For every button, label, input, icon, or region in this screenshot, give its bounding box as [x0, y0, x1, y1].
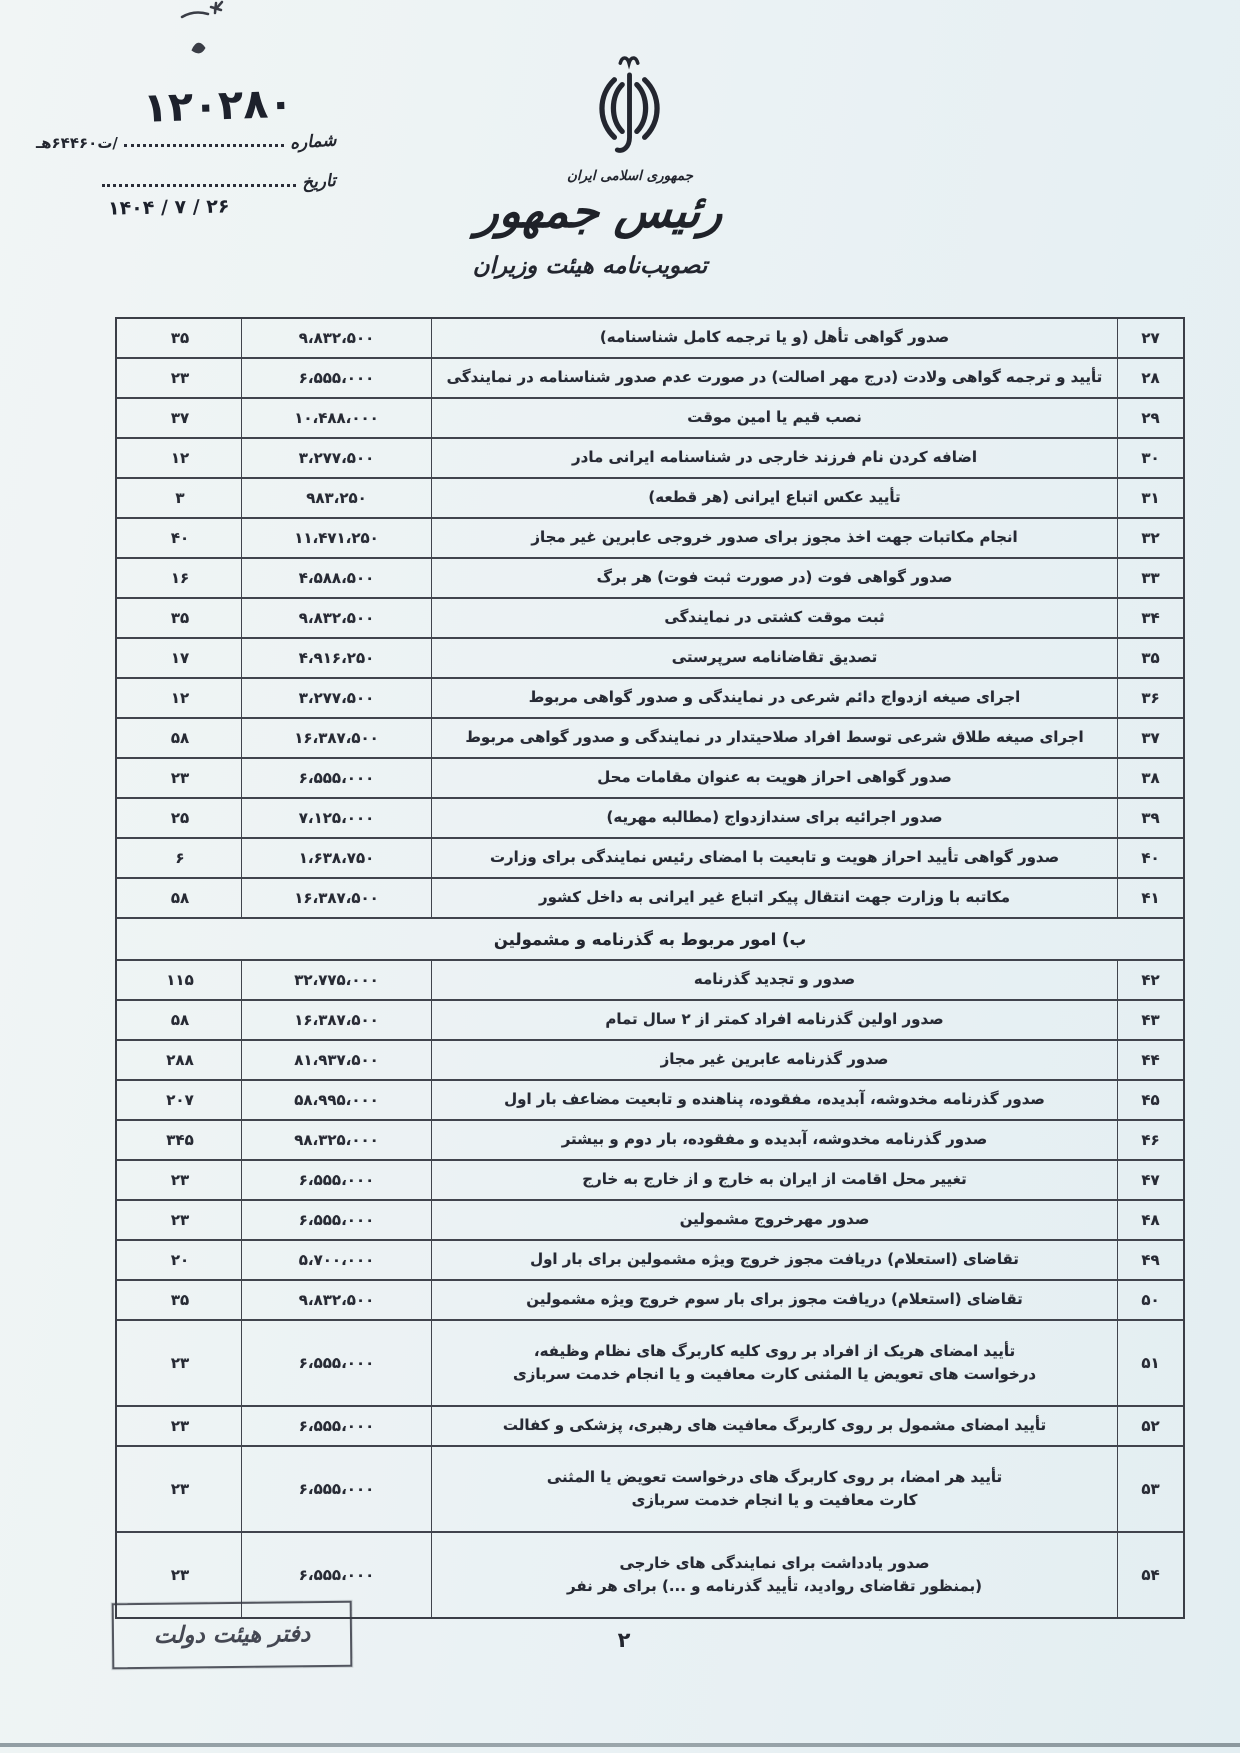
service-description-cell: تأیید امضای مشمول بر روی کاربرگ معافیت های رهبری، پزشکی و کفالت: [431, 1407, 1117, 1445]
amount-cell: ۱،۶۳۸،۷۵۰: [241, 839, 431, 877]
service-description-cell: انجام مکاتبات جهت اخذ مجوز برای صدور خروجی عابرین غیر مجاز: [431, 519, 1117, 557]
row-number-cell: ۴۵: [1117, 1081, 1183, 1119]
service-description-cell: صدور گواهی احراز هویت به عنوان مقامات محل: [431, 759, 1117, 797]
count-cell: ۵۸: [170, 729, 190, 747]
row-number-cell: ۲۸: [1117, 359, 1183, 397]
count-cell: ۲۰: [170, 1251, 190, 1269]
table-row: [117, 479, 1183, 519]
amount-cell: ۱۱،۴۷۱،۲۵۰: [241, 519, 431, 557]
count-cell: ۲۳: [170, 1566, 190, 1584]
amount-cell: ۷،۱۲۵،۰۰۰: [241, 799, 431, 837]
row-number-cell: ۴۳: [1117, 1001, 1183, 1039]
row-number-cell: ۵۴: [1117, 1533, 1183, 1617]
row-number-cell: ۳۹: [1117, 799, 1183, 837]
date-label: تاریخ: [301, 170, 337, 194]
service-description-cell: تأیید عکس اتباع ایرانی (هر قطعه): [431, 479, 1117, 517]
service-description-cell: صدور گذرنامه مخدوشه، آبدیده و مفقوده، بار دوم و بیشتر: [431, 1121, 1117, 1159]
service-description-cell: صدور گواهی تأیید احراز هویت و تابعیت با امضای رئیس نمایندگی برای وزارت: [431, 839, 1117, 877]
amount-cell: ۹،۸۳۲،۵۰۰: [241, 319, 431, 357]
row-number-cell: ۵۰: [1117, 1281, 1183, 1319]
amount-cell: ۶،۵۵۵،۰۰۰: [241, 1407, 431, 1445]
amount-cell: ۹۸،۳۲۵،۰۰۰: [241, 1121, 431, 1159]
count-cell: ۱۲: [170, 449, 190, 467]
service-description-cell: صدور گذرنامه مخدوشه، آبدیده، مفقوده، پناهنده و تابعیت مضاعف بار اول: [431, 1081, 1117, 1119]
service-description-cell: تصدیق تقاضانامه سرپرستی: [431, 639, 1117, 677]
table-row: [117, 1241, 1183, 1281]
reference-number-line: [36, 132, 336, 152]
table-row: [117, 679, 1183, 719]
description-line: صدور یادداشت برای نمایندگی های خارجی: [619, 1553, 930, 1572]
reference-date-line: [96, 172, 336, 192]
service-description-cell: اجرای صیغه ازدواج دائم شرعی در نمایندگی و صدور گواهی مربوط: [431, 679, 1117, 717]
row-number-cell: ۴۲: [1117, 961, 1183, 999]
count-cell: ۲۳: [170, 369, 190, 387]
table-row: [117, 961, 1183, 1001]
count-cell: ۲۰۷: [166, 1091, 194, 1109]
amount-cell: ۹۸۳،۲۵۰: [241, 479, 431, 517]
amount-cell: ۸۱،۹۳۷،۵۰۰: [241, 1041, 431, 1079]
amount-cell: ۶،۵۵۵،۰۰۰: [241, 1161, 431, 1199]
table-row: [117, 799, 1183, 839]
row-number-cell: ۲۹: [1117, 399, 1183, 437]
table-row: [117, 759, 1183, 799]
number-label: شماره: [288, 130, 337, 154]
count-cell: ۱۱۵: [166, 971, 194, 989]
amount-cell: ۳۲،۷۷۵،۰۰۰: [241, 961, 431, 999]
row-number-cell: ۲۷: [1117, 319, 1183, 357]
fee-table: [115, 317, 1185, 1619]
table-row: [117, 719, 1183, 759]
amount-cell: ۴،۹۱۶،۲۵۰: [241, 639, 431, 677]
row-number-cell: ۳۶: [1117, 679, 1183, 717]
service-description-cell: صدور گواهی تأهل (و یا ترجمه کامل شناسنامه): [431, 319, 1117, 357]
service-description-cell: ثبت موقت کشتی در نمایندگی: [431, 599, 1117, 637]
row-number-cell: ۳۱: [1117, 479, 1183, 517]
description-line: درخواست های تعویض یا المثنی کارت معافیت و یا انجام خدمت سربازی: [512, 1365, 1037, 1383]
row-number-cell: ۴۹: [1117, 1241, 1183, 1279]
amount-cell: ۶،۵۵۵،۰۰۰: [241, 1321, 431, 1405]
row-number-cell: ۴۰: [1117, 839, 1183, 877]
country-title: جمهوری اسلامی ایران: [566, 168, 694, 184]
scan-bottom-edge: [0, 1743, 1240, 1747]
cabinet-office-stamp: دفتر هیئت دولت: [112, 1601, 353, 1670]
amount-cell: ۶،۵۵۵،۰۰۰: [241, 759, 431, 797]
count-cell: ۲۳: [170, 1417, 190, 1435]
row-number-cell: ۴۴: [1117, 1041, 1183, 1079]
row-number-cell: ۴۶: [1117, 1121, 1183, 1159]
table-row: [117, 1041, 1183, 1081]
amount-cell: ۴،۵۸۸،۵۰۰: [241, 559, 431, 597]
service-description-cell: [431, 1533, 1117, 1617]
handwritten-reference-number: ۱۲۰۲۸۰: [142, 78, 294, 132]
amount-cell: ۱۶،۳۸۷،۵۰۰: [241, 1001, 431, 1039]
amount-cell: ۶،۵۵۵،۰۰۰: [241, 1447, 431, 1531]
description-line: تأیید هر امضا، بر روی کاربرگ های درخواست تعویض یا المثنی: [546, 1467, 1003, 1486]
table-row: [117, 319, 1183, 359]
count-cell: ۲۳: [170, 1480, 190, 1498]
table-row: [117, 1407, 1183, 1447]
service-description-cell: صدور گواهی فوت (در صورت ثبت فوت) هر برگ: [431, 559, 1117, 597]
amount-cell: ۱۶،۳۸۷،۵۰۰: [241, 719, 431, 757]
service-description-cell: تقاضای (استعلام) دریافت مجوز برای بار سوم خروج ویژه مشمولین: [431, 1281, 1117, 1319]
row-number-cell: ۳۰: [1117, 439, 1183, 477]
amount-cell: ۵۸،۹۹۵،۰۰۰: [241, 1081, 431, 1119]
service-description-cell: تقاضای (استعلام) دریافت مجوز خروج ویژه مشمولین برای بار اول: [431, 1241, 1117, 1279]
count-cell: ۳۵: [170, 609, 190, 627]
count-cell: ۵۸: [170, 889, 190, 907]
count-cell: ۱۶: [170, 569, 190, 587]
table-row: [117, 359, 1183, 399]
row-number-cell: ۳۷: [1117, 719, 1183, 757]
authority-title: رئیس جمهور: [474, 184, 726, 238]
row-number-cell: ۴۸: [1117, 1201, 1183, 1239]
table-row: [117, 1001, 1183, 1041]
service-description-cell: اجرای صیغه طلاق شرعی توسط افراد صلاحیتدار در نمایندگی و صدور گواهی مربوط: [431, 719, 1117, 757]
table-row: [117, 1201, 1183, 1241]
row-number-cell: ۳۴: [1117, 599, 1183, 637]
count-cell: ۳: [175, 489, 185, 507]
table-row: [117, 599, 1183, 639]
table-row: [117, 399, 1183, 439]
row-number-cell: ۴۱: [1117, 879, 1183, 917]
service-description-cell: صدور گذرنامه عابرین غیر مجاز: [431, 1041, 1117, 1079]
row-number-cell: ۳۸: [1117, 759, 1183, 797]
table-row: [117, 1081, 1183, 1121]
table-row: [117, 1161, 1183, 1201]
table-row: [117, 519, 1183, 559]
table-row: [117, 879, 1183, 919]
row-number-cell: ۵۲: [1117, 1407, 1183, 1445]
section-header-row: ب) امور مربوط به گذرنامه و مشمولین: [117, 919, 1183, 961]
document-type-title: تصویب‌نامه هیئت وزیران: [472, 253, 708, 279]
table-row: [117, 639, 1183, 679]
page-number: ۲: [617, 1628, 631, 1652]
count-cell: ۲۳: [170, 1354, 190, 1372]
service-description-cell: مکاتبه با وزارت جهت انتقال پیکر اتباع غیر ایرانی به داخل کشور: [431, 879, 1117, 917]
table-row: [117, 1447, 1183, 1533]
service-description-cell: صدور اولین گذرنامه افراد کمتر از ۲ سال تمام: [431, 1001, 1117, 1039]
amount-cell: ۳،۲۷۷،۵۰۰: [241, 439, 431, 477]
row-number-cell: ۴۷: [1117, 1161, 1183, 1199]
count-cell: ۲۳: [170, 1171, 190, 1189]
count-cell: ۵۸: [170, 1011, 190, 1029]
amount-cell: ۱۶،۳۸۷،۵۰۰: [241, 879, 431, 917]
count-cell: ۲۸۸: [166, 1051, 194, 1069]
service-description-cell: [431, 1447, 1117, 1531]
count-cell: ۱۷: [170, 649, 190, 667]
row-number-cell: ۳۳: [1117, 559, 1183, 597]
amount-cell: ۹،۸۳۲،۵۰۰: [241, 1281, 431, 1319]
service-description-cell: [431, 1321, 1117, 1405]
description-line: تأیید امضای هریک از افراد بر روی کلیه کاربرگ های نظام وظیفه،: [533, 1341, 1016, 1360]
row-number-cell: ۳۵: [1117, 639, 1183, 677]
table-row: [117, 1321, 1183, 1407]
service-description-cell: صدور اجرائیه برای سندازدواج (مطالبه مهریه): [431, 799, 1117, 837]
amount-cell: ۶،۵۵۵،۰۰۰: [241, 1533, 431, 1617]
row-number-cell: ۵۳: [1117, 1447, 1183, 1531]
service-description-cell: نصب قیم یا امین موقت: [431, 399, 1117, 437]
table-row: [117, 559, 1183, 599]
row-number-cell: ۳۲: [1117, 519, 1183, 557]
count-cell: ۶: [175, 849, 185, 867]
row-number-cell: ۵۱: [1117, 1321, 1183, 1405]
amount-cell: ۳،۲۷۷،۵۰۰: [241, 679, 431, 717]
count-cell: ۳۴۵: [166, 1131, 194, 1149]
service-description-cell: صدور مهرخروج مشمولین: [431, 1201, 1117, 1239]
iran-emblem-icon: [591, 50, 669, 168]
amount-cell: ۵،۷۰۰،۰۰۰: [241, 1241, 431, 1279]
service-description-cell: اضافه کردن نام فرزند خارجی در شناسنامه ایرانی مادر: [431, 439, 1117, 477]
dotted-line: [102, 174, 296, 187]
description-line: کارت معافیت و یا انجام خدمت سربازی: [631, 1491, 918, 1509]
handwritten-marks: [160, 0, 250, 70]
dotted-line: [124, 134, 284, 147]
table-row: [117, 839, 1183, 879]
amount-cell: ۱۰،۴۸۸،۰۰۰: [241, 399, 431, 437]
service-description-cell: تغییر محل اقامت از ایران به خارج و از خارج به خارج: [431, 1161, 1117, 1199]
count-cell: ۳۷: [170, 409, 190, 427]
table-row: [117, 439, 1183, 479]
reference-number-suffix: /ت۶۴۴۶۰هـ: [36, 134, 118, 152]
handwritten-date: ۱۴۰۴ / ۷ / ۲۶: [107, 195, 230, 220]
table-row: [117, 1281, 1183, 1321]
amount-cell: ۶،۵۵۵،۰۰۰: [241, 359, 431, 397]
table-row: [117, 1121, 1183, 1161]
count-cell: ۲۳: [170, 1211, 190, 1229]
count-cell: ۲۵: [170, 809, 190, 827]
amount-cell: ۶،۵۵۵،۰۰۰: [241, 1201, 431, 1239]
service-description-cell: صدور و تجدید گذرنامه: [431, 961, 1117, 999]
service-description-cell: تأیید و ترجمه گواهی ولادت (درج مهر اصالت) در صورت عدم صدور شناسنامه در نمایندگی: [431, 359, 1117, 397]
count-cell: ۳۵: [170, 329, 190, 347]
count-cell: ۴۰: [170, 529, 190, 547]
count-cell: ۲۳: [170, 769, 190, 787]
amount-cell: ۹،۸۳۲،۵۰۰: [241, 599, 431, 637]
count-cell: ۱۲: [170, 689, 190, 707]
description-line: (بمنظور تقاضای روادید، تأیید گذرنامه و ...) برای هر نفر: [566, 1577, 983, 1595]
count-cell: ۳۵: [170, 1291, 190, 1309]
